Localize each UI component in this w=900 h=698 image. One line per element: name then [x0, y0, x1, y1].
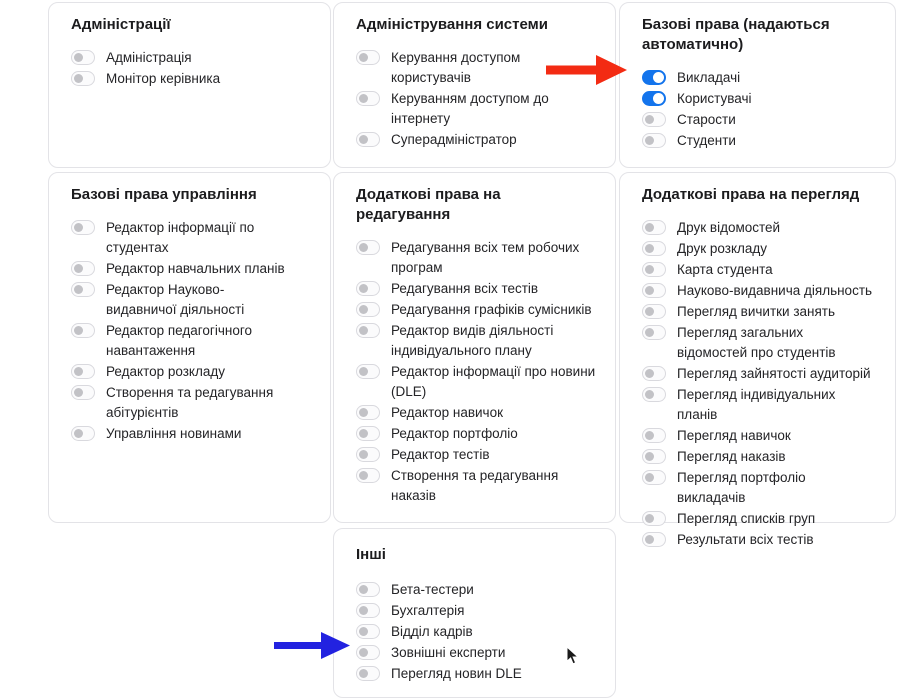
- toggle-row: [356, 424, 597, 444]
- toggle-switch-off[interactable]: [356, 426, 380, 441]
- toggle-label: Перегляд індивідуальних планів: [677, 387, 836, 422]
- toggle-label: Редагування всіх тестів: [391, 281, 539, 296]
- toggle-switch-off[interactable]: [642, 262, 666, 277]
- toggle-switch-off[interactable]: [356, 603, 380, 618]
- toggle-rows: [642, 68, 877, 151]
- toggle-knob: [645, 136, 654, 145]
- toggle-rows: [356, 48, 597, 150]
- toggle-label: Перегляд навичок: [677, 428, 791, 443]
- toggle-row: [642, 239, 877, 259]
- toggle-label: Відділ кадрів: [391, 624, 473, 639]
- toggle-switch-off[interactable]: [71, 426, 95, 441]
- toggle-knob: [359, 669, 368, 678]
- toggle-label: Студенти: [677, 133, 736, 148]
- toggle-switch-off[interactable]: [356, 468, 380, 483]
- toggle-label: Користувачі: [677, 91, 752, 106]
- toggle-switch-off[interactable]: [642, 133, 666, 148]
- toggle-label: Перегляд загальних відомостей про студентів: [677, 325, 836, 360]
- toggle-row: [71, 69, 312, 89]
- toggle-label: Зовнішні експерти: [391, 645, 506, 660]
- toggle-knob: [359, 627, 368, 636]
- toggle-knob: [74, 429, 83, 438]
- toggle-knob: [359, 450, 368, 459]
- toggle-switch-off[interactable]: [642, 112, 666, 127]
- toggle-label: Карта студента: [677, 262, 773, 277]
- card-additional-view-rights: [619, 172, 896, 547]
- card-title: Додаткові права на редагування: [356, 186, 501, 223]
- toggle-row: [71, 424, 312, 444]
- toggle-knob: [653, 72, 664, 83]
- toggle-knob: [359, 606, 368, 615]
- card-basic-management-rights: [48, 172, 331, 523]
- toggle-label: Редактор Науково-видавничої діяльності: [106, 282, 245, 317]
- card-title: Базові права управління: [71, 186, 257, 203]
- toggle-switch-off[interactable]: [71, 385, 95, 400]
- toggle-knob: [74, 74, 83, 83]
- toggle-knob: [359, 585, 368, 594]
- toggle-label: Редактор навичок: [391, 405, 503, 420]
- toggle-row: [642, 281, 877, 301]
- card-system-administration: [333, 2, 616, 168]
- toggle-knob: [359, 305, 368, 314]
- toggle-label: Науково-видавнича діяльность: [677, 283, 873, 298]
- toggle-switch-off[interactable]: [356, 405, 380, 420]
- toggle-label: Редактор тестів: [391, 447, 490, 462]
- toggle-label: Монітор керівника: [106, 71, 221, 86]
- toggle-switch-off[interactable]: [71, 71, 95, 86]
- card-title: Інші: [356, 546, 386, 563]
- toggle-label: Адміністрація: [106, 50, 192, 65]
- toggle-rows: [356, 238, 597, 506]
- toggle-switch-off[interactable]: [642, 428, 666, 443]
- toggle-switch-off[interactable]: [356, 281, 380, 296]
- toggle-switch-off[interactable]: [71, 50, 95, 65]
- toggle-knob: [645, 514, 654, 523]
- toggle-knob: [645, 265, 654, 274]
- toggle-label: Перегляд вичитки занять: [677, 304, 836, 319]
- toggle-label: Редактор розкладу: [106, 364, 225, 379]
- toggle-knob: [645, 473, 654, 482]
- toggle-knob: [645, 369, 654, 378]
- toggle-label: Редактор видів діяльності індивідуального плану: [391, 323, 554, 358]
- toggle-knob: [74, 264, 83, 273]
- card-title: Адміністрації: [71, 16, 171, 33]
- toggle-knob: [645, 115, 654, 124]
- toggle-row: [642, 509, 877, 529]
- toggle-row: [71, 259, 312, 279]
- toggle-switch-off[interactable]: [642, 241, 666, 256]
- toggle-switch-off[interactable]: [71, 323, 95, 338]
- toggle-switch-on[interactable]: [642, 70, 666, 85]
- toggle-switch-off[interactable]: [642, 325, 666, 340]
- toggle-knob: [645, 431, 654, 440]
- toggle-knob: [359, 284, 368, 293]
- toggle-knob: [645, 286, 654, 295]
- toggle-switch-off[interactable]: [356, 447, 380, 462]
- toggle-row: [71, 280, 312, 320]
- toggle-switch-off[interactable]: [356, 50, 380, 65]
- toggle-switch-off[interactable]: [642, 366, 666, 381]
- toggle-label: Редагування всіх тем робочих програм: [391, 240, 580, 275]
- toggle-row: [356, 300, 597, 320]
- toggle-row: [356, 580, 597, 600]
- toggle-knob: [359, 135, 368, 144]
- toggle-switch-off[interactable]: [356, 624, 380, 639]
- toggle-switch-off[interactable]: [356, 666, 380, 681]
- toggle-row: [642, 364, 877, 384]
- toggle-knob: [359, 53, 368, 62]
- toggle-label: Перегляд новин DLE: [391, 666, 522, 681]
- toggle-knob: [645, 328, 654, 337]
- toggle-switch-off[interactable]: [71, 282, 95, 297]
- toggle-knob: [359, 326, 368, 335]
- toggle-row: [356, 279, 597, 299]
- toggle-row: [356, 601, 597, 621]
- toggle-label: Керуванням доступом до інтернету: [391, 91, 549, 126]
- toggle-switch-off[interactable]: [356, 132, 380, 147]
- toggle-label: Бухгалтерія: [391, 603, 465, 618]
- toggle-row: [642, 302, 877, 322]
- toggle-rows: [356, 580, 597, 684]
- toggle-label: Результати всіх тестів: [677, 532, 814, 547]
- toggle-row: [642, 447, 877, 467]
- toggle-label: Редактор навчальних планів: [106, 261, 285, 276]
- toggle-knob: [645, 223, 654, 232]
- toggle-knob: [653, 93, 664, 104]
- toggle-row: [642, 260, 877, 280]
- toggle-row: [356, 321, 597, 361]
- toggle-label: Редагування графіків сумісників: [391, 302, 592, 317]
- toggle-row: [642, 218, 877, 238]
- toggle-knob: [74, 285, 83, 294]
- toggle-switch-off[interactable]: [356, 364, 380, 379]
- toggle-label: Друк відомостей: [677, 220, 781, 235]
- toggle-switch-off[interactable]: [71, 364, 95, 379]
- toggle-switch-off[interactable]: [356, 582, 380, 597]
- toggle-row: [642, 426, 877, 446]
- toggle-knob: [359, 648, 368, 657]
- toggle-knob: [645, 452, 654, 461]
- toggle-knob: [645, 244, 654, 253]
- toggle-rows: [71, 218, 312, 444]
- toggle-knob: [359, 471, 368, 480]
- toggle-row: [71, 362, 312, 382]
- toggle-switch-off[interactable]: [642, 283, 666, 298]
- toggle-switch-off[interactable]: [642, 220, 666, 235]
- card-additional-edit-rights: [333, 172, 616, 523]
- toggle-label: Створення та редагування абітурієнтів: [106, 385, 274, 420]
- toggle-row: [71, 218, 312, 258]
- toggle-row: [642, 131, 877, 151]
- toggle-label: Редактор інформації по студентах: [106, 220, 255, 255]
- card-title: Базові права (надаються автоматично): [642, 16, 830, 53]
- toggle-switch-off[interactable]: [642, 387, 666, 402]
- toggle-knob: [74, 53, 83, 62]
- toggle-knob: [74, 326, 83, 335]
- toggle-label: Створення та редагування наказів: [391, 468, 559, 503]
- toggle-knob: [359, 367, 368, 376]
- toggle-row: [356, 238, 597, 278]
- toggle-row: [356, 48, 597, 88]
- toggle-row: [356, 89, 597, 129]
- toggle-row: [71, 48, 312, 68]
- toggle-knob: [359, 243, 368, 252]
- toggle-switch-off[interactable]: [356, 240, 380, 255]
- toggle-switch-off[interactable]: [71, 261, 95, 276]
- toggle-row: [642, 68, 877, 88]
- toggle-row: [642, 89, 877, 109]
- toggle-label: Друк розкладу: [677, 241, 768, 256]
- toggle-switch-on[interactable]: [642, 91, 666, 106]
- toggle-knob: [645, 307, 654, 316]
- toggle-row: [356, 466, 597, 506]
- toggle-row: [356, 622, 597, 642]
- toggle-switch-off[interactable]: [642, 511, 666, 526]
- toggle-label: Перегляд портфоліо викладачів: [677, 470, 806, 505]
- toggle-knob: [645, 390, 654, 399]
- toggle-knob: [359, 94, 368, 103]
- toggle-knob: [74, 223, 83, 232]
- toggle-switch-off[interactable]: [71, 220, 95, 235]
- card-basic-rights-auto: [619, 2, 896, 168]
- toggle-row: [642, 385, 877, 425]
- toggle-switch-off[interactable]: [356, 302, 380, 317]
- toggle-label: Керування доступом користувачів: [391, 50, 521, 85]
- toggle-switch-off[interactable]: [642, 304, 666, 319]
- toggle-row: [642, 530, 877, 550]
- toggle-row: [71, 321, 312, 361]
- card-administrations: [48, 2, 331, 168]
- toggle-rows: [71, 48, 312, 89]
- toggle-row: [356, 664, 597, 684]
- toggle-switch-off[interactable]: [642, 449, 666, 464]
- toggle-knob: [74, 367, 83, 376]
- toggle-switch-off[interactable]: [642, 470, 666, 485]
- card-title: Адміністрування системи: [356, 16, 548, 33]
- toggle-row: [642, 468, 877, 508]
- toggle-knob: [74, 388, 83, 397]
- toggle-row: [356, 362, 597, 402]
- toggle-knob: [645, 535, 654, 544]
- toggle-row: [356, 445, 597, 465]
- toggle-row: [356, 130, 597, 150]
- toggle-row: [642, 323, 877, 363]
- toggle-label: Перегляд списків груп: [677, 511, 816, 526]
- toggle-row: [356, 403, 597, 423]
- toggle-switch-off[interactable]: [356, 323, 380, 338]
- toggle-switch-off[interactable]: [356, 645, 380, 660]
- toggle-switch-off[interactable]: [356, 91, 380, 106]
- toggle-knob: [359, 408, 368, 417]
- toggle-label: Редактор педагогічного навантаження: [106, 323, 252, 358]
- toggle-row: [356, 643, 597, 663]
- toggle-label: Викладачі: [677, 70, 741, 85]
- toggle-knob: [359, 429, 368, 438]
- toggle-label: Редактор портфоліо: [391, 426, 518, 441]
- toggle-label: Управління новинами: [106, 426, 242, 441]
- toggle-label: Перегляд зайнятості аудиторій: [677, 366, 871, 381]
- card-title: Додаткові права на перегляд: [642, 186, 860, 203]
- toggle-label: Редактор інформації про новини (DLE): [391, 364, 596, 399]
- toggle-row: [71, 383, 312, 423]
- toggle-switch-off[interactable]: [642, 532, 666, 547]
- toggle-label: Старости: [677, 112, 736, 127]
- toggle-label: Бета-тестери: [391, 582, 474, 597]
- toggle-label: Перегляд наказів: [677, 449, 786, 464]
- toggle-rows: [642, 218, 877, 550]
- toggle-row: [642, 110, 877, 130]
- toggle-label: Суперадміністратор: [391, 132, 517, 147]
